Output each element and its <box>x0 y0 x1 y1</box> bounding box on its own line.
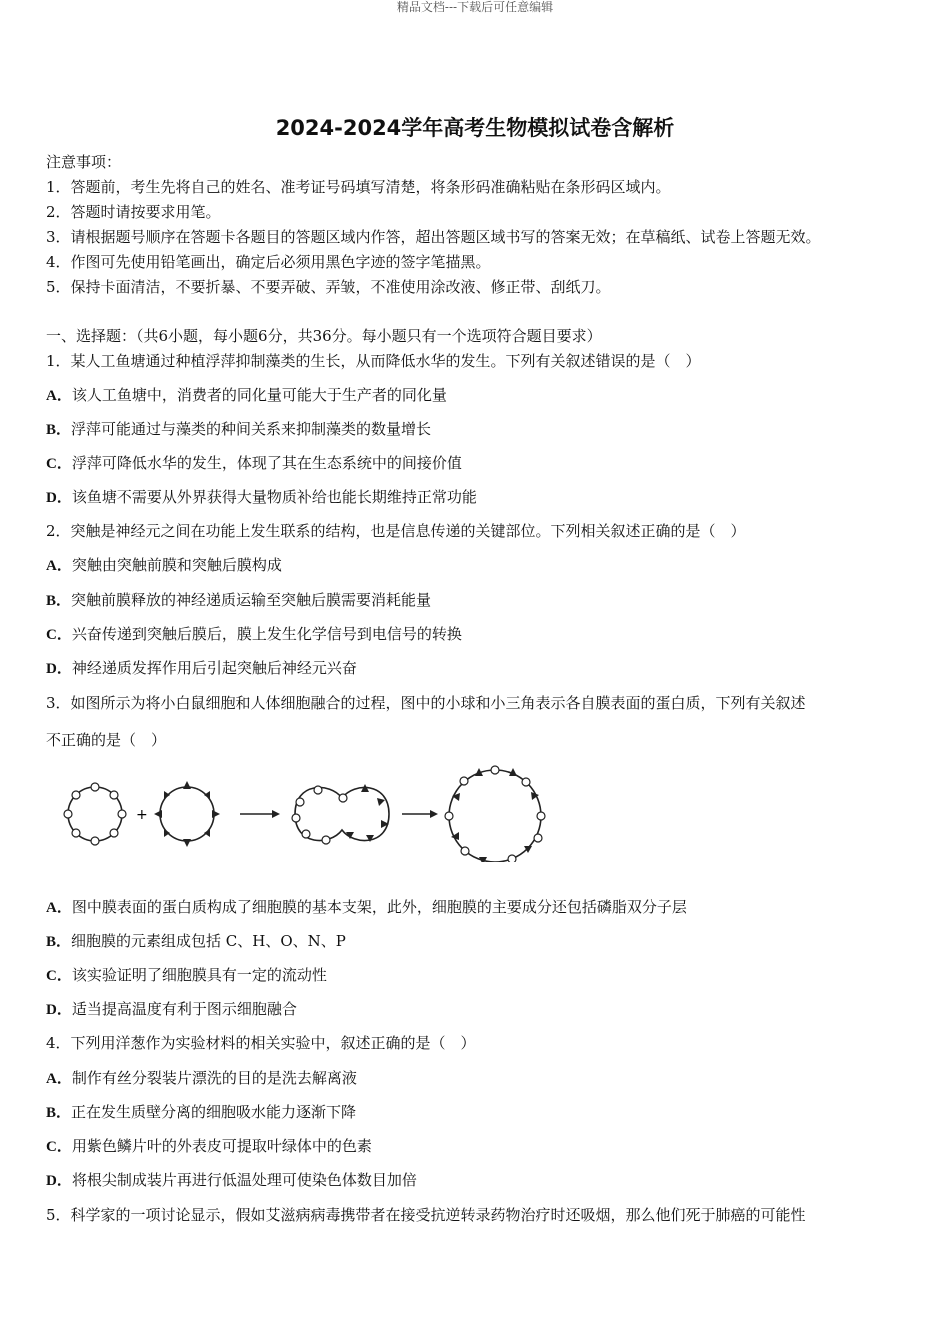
option-text: 制作有丝分裂装片漂洗的目的是洗去解离液 <box>71 1069 357 1087</box>
notice-item: 4．作图可先使用铅笔画出，确定后必须用黑色字迹的签字笔描黑。 <box>46 253 491 271</box>
question-stem: 1．某人工鱼塘通过种植浮萍抑制藻类的生长，从而降低水华的发生。下列有关叙述错误的是（ ） <box>46 352 701 370</box>
option-item <box>46 1000 297 1019</box>
question-stem: 3．如图所示为将小白鼠细胞和人体细胞融合的过程，图中的小球和小三角表示各自膜表面的蛋白质，下列有关叙述 <box>46 694 806 712</box>
cell-fusion-figure <box>60 762 560 866</box>
option-item <box>46 454 462 473</box>
page-header: 精品文档---下载后可任意编辑 <box>396 0 554 14</box>
option-letter: C． <box>46 456 72 472</box>
option-letter: C． <box>46 1139 72 1155</box>
option-text: 正在发生质壁分离的细胞吸水能力逐渐下降 <box>71 1103 357 1121</box>
option-item <box>46 386 447 405</box>
question-stem: 4．下列用洋葱作为实验材料的相关实验中，叙述正确的是（ ） <box>46 1034 476 1052</box>
option-text: 神经递质发挥作用后引起突触后神经元兴奋 <box>71 659 357 677</box>
option-letter: D． <box>46 1173 72 1189</box>
arrow-right-icon <box>402 810 438 818</box>
option-item <box>46 1103 356 1122</box>
option-letter: C． <box>46 627 72 643</box>
question-stem: 2．突触是神经元之间在功能上发生联系的结构，也是信息传递的关键部位。下列相关叙述正确的是（ ） <box>46 522 746 540</box>
option-text: 将根尖制成装片再进行低温处理可使染色体数目加倍 <box>71 1171 417 1189</box>
option-letter: D． <box>46 661 72 677</box>
cell-fusion-diagram <box>60 762 560 862</box>
option-text: 适当提高温度有利于图示细胞融合 <box>71 1000 297 1018</box>
option-letter: D． <box>46 1002 72 1018</box>
option-item <box>46 1171 417 1190</box>
question-stem: 5．科学家的一项讨论显示，假如艾滋病病毒携带者在接受抗逆转录药物治疗时还吸烟，那么他们死于肺癌的可能性 <box>46 1206 806 1224</box>
mouse-cell <box>64 783 126 845</box>
option-letter: A． <box>46 1071 72 1087</box>
option-text: 突触由突触前膜和突触后膜构成 <box>71 556 282 574</box>
option-text: 该实验证明了细胞膜具有一定的流动性 <box>71 966 327 984</box>
notice-heading: 注意事项： <box>46 153 122 171</box>
option-text: 突触前膜释放的神经递质运输至突触后膜需要消耗能量 <box>71 591 432 609</box>
option-item <box>46 932 346 951</box>
option-item <box>46 556 282 575</box>
human-cell <box>154 781 220 847</box>
option-item <box>46 488 477 507</box>
option-item <box>46 420 431 439</box>
option-item <box>46 1069 357 1088</box>
option-letter: D． <box>46 490 72 506</box>
option-text: 浮萍可降低水华的发生，体现了其在生态系统中的间接价值 <box>71 454 462 472</box>
option-letter: A． <box>46 388 72 404</box>
notice-item: 1．答题前，考生先将自己的姓名、准考证号码填写清楚，将条形码准确粘贴在条形码区域内。 <box>46 178 671 196</box>
section-heading: 一、选择题：（共6小题，每小题6分，共36分。每小题只有一个选项符合题目要求） <box>46 327 602 345</box>
notice-item: 2．答题时请按要求用笔。 <box>46 203 221 221</box>
option-item <box>46 625 462 644</box>
option-letter: B． <box>46 593 72 609</box>
fusing-cells <box>292 784 389 844</box>
option-text: 细胞膜的元素组成包括 C、H、O、N、P <box>71 932 346 950</box>
notice-item: 3．请根据题号顺序在答题卡各题目的答题区域内作答，超出答题区域书写的答案无效；在草稿纸、试卷上答题无效。 <box>46 228 821 246</box>
option-text: 该鱼塘不需要从外界获得大量物质补给也能长期维持正常功能 <box>71 488 477 506</box>
notice-item: 5．保持卡面清洁，不要折暴、不要弄破、弄皱，不准使用涂改液、修正带、刮纸刀。 <box>46 278 611 296</box>
option-letter: B． <box>46 934 72 950</box>
question-stem-continued: 不正确的是（ ） <box>46 731 167 749</box>
option-letter: B． <box>46 1105 72 1121</box>
option-item <box>46 898 687 917</box>
option-text: 该人工鱼塘中，消费者的同化量可能大于生产者的同化量 <box>71 386 447 404</box>
option-item <box>46 1137 372 1156</box>
page-title: 2024-2024学年高考生物模拟试卷含解析 <box>275 116 675 140</box>
option-item <box>46 966 327 985</box>
plus-sign: + <box>136 807 148 823</box>
option-letter: A． <box>46 558 72 574</box>
option-item <box>46 591 431 610</box>
option-text: 图中膜表面的蛋白质构成了细胞膜的基本支架，此外，细胞膜的主要成分还包括磷脂双分子层 <box>71 898 687 916</box>
option-letter: A． <box>46 900 72 916</box>
arrow-right-icon <box>240 810 280 818</box>
option-text: 用紫色鳞片叶的外表皮可提取叶绿体中的色素 <box>71 1137 372 1155</box>
option-letter: C． <box>46 968 72 984</box>
option-item <box>46 659 357 678</box>
option-letter: B． <box>46 422 72 438</box>
option-text: 浮萍可能通过与藻类的种间关系来抑制藻类的数量增长 <box>71 420 432 438</box>
option-text: 兴奋传递到突触后膜后，膜上发生化学信号到电信号的转换 <box>71 625 462 643</box>
hybrid-cell <box>445 766 545 862</box>
